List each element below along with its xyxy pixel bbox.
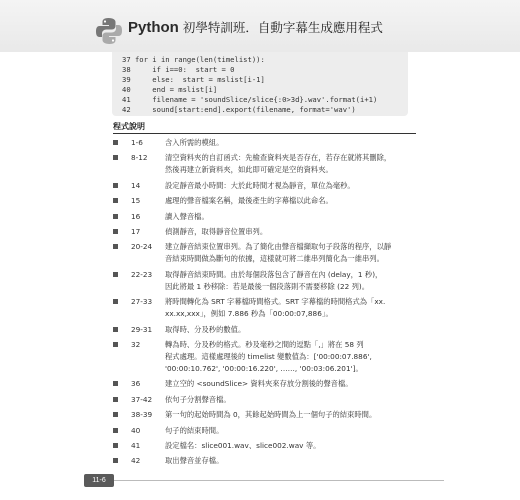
bullet-icon (113, 244, 118, 249)
description-line: 含入所需的模組。 (165, 138, 224, 147)
explanation-item (113, 152, 413, 176)
bullet-icon (113, 342, 118, 347)
line-number: 20-24 (131, 242, 153, 252)
python-logo-icon (94, 16, 124, 46)
explanation-item (113, 339, 413, 375)
explanation-item (113, 425, 413, 437)
bullet-icon (113, 428, 118, 433)
line-number: 32 (131, 340, 141, 349)
bullet-icon (113, 140, 118, 145)
explanation-item (113, 394, 413, 406)
line-number: 22-23 (131, 269, 153, 279)
line-description (165, 409, 415, 421)
line-number: 17 (131, 227, 141, 236)
description-line: 取出聲音並存檔。 (165, 456, 224, 466)
line-number: 38-39 (131, 410, 153, 420)
line-number: 40 (131, 425, 141, 435)
bullet-icon (113, 155, 118, 160)
line-number: 27-33 (131, 297, 153, 307)
code-line: 41 filename = 'soundSlice/slice{:0>3d}.wav'.format(i+1) (122, 95, 378, 104)
description-line: 因此將最 1 秒移除：若是最後一個段落則不需要移除 (22 列)。 (165, 281, 370, 291)
description-line: 音結束時間做為斷句的依據，這樣就可將二維串列簡化為一維串列。 (165, 254, 384, 264)
description-line: xx.xx,xxx」，例如 7.886 秒為「00:00:07,886」。 (165, 309, 333, 319)
line-description (165, 137, 415, 149)
description-line: 轉為時、分及秒的格式。秒及毫秒之間的逗點「,」將在 58 列 (165, 340, 364, 349)
description-line: 處理的聲音檔案名稱，最後產生的字幕檔以此命名。 (165, 196, 333, 206)
line-description (165, 241, 415, 265)
bullet-icon (113, 412, 118, 417)
bullet-icon (113, 229, 118, 234)
line-description (165, 440, 415, 452)
explanation-item (113, 378, 413, 390)
code-line: 40 end = mslist[i] (122, 85, 218, 94)
explanation-item (113, 195, 413, 207)
description-line: 然後再建立新資料夾，如此即可確定是空的資料夾。 (165, 165, 333, 175)
line-number: 36 (131, 379, 141, 389)
code-line: 39 else: start = mslist[i-1] (122, 75, 265, 84)
code-line: 42 sound[start:end].export(filename, format='wav') (122, 105, 356, 114)
line-description (165, 339, 415, 375)
footer-divider (114, 480, 444, 481)
code-line: 38 if i==0: start = 0 (122, 65, 235, 74)
line-description (165, 152, 415, 176)
explanation-item (113, 440, 413, 452)
bullet-icon (113, 198, 118, 203)
bullet-icon (113, 183, 118, 188)
description-line: 取得靜音結束時間。由於每個段落包含了靜音在內 (delay，1 秒)， (165, 269, 383, 279)
bullet-icon (113, 272, 118, 277)
explanation-item (113, 296, 413, 320)
description-line: 程式處理。這樣處理後的 timelist 變數值為：['00:00:07.886', (165, 352, 372, 361)
description-line: 句子的結束時間。 (165, 425, 224, 435)
section-title: 程式說明 (113, 122, 145, 131)
line-number: 14 (131, 180, 141, 190)
line-description (165, 211, 415, 223)
bullet-icon (113, 443, 118, 448)
line-description (165, 226, 415, 238)
line-description (165, 324, 415, 336)
explanation-item (113, 269, 413, 293)
bullet-icon (113, 214, 118, 219)
line-number: 29-31 (131, 324, 153, 334)
bullet-icon (113, 397, 118, 402)
bullet-icon (113, 299, 118, 304)
description-line: '00:00:10.762', '00:00:16.220', ……, '00:03:06.201']。 (165, 364, 363, 373)
brand-text: Python (128, 19, 179, 36)
explanation-item (113, 409, 413, 421)
page-number: 11-6 (84, 474, 114, 487)
line-description (165, 296, 415, 320)
description-line: 依句子分割聲音檔。 (165, 394, 231, 404)
line-description (165, 425, 415, 437)
line-description (165, 180, 415, 192)
explanation-item (113, 211, 413, 223)
description-line: 設定檔名：slice001.wav、slice002.wav 等。 (165, 441, 321, 450)
description-line: 取得時、分及秒的數值。 (165, 324, 246, 334)
bullet-icon (113, 327, 118, 332)
line-description (165, 269, 415, 293)
line-number: 41 (131, 441, 141, 450)
description-line: 偵測靜音，取得靜音位置串列。 (165, 227, 268, 236)
section-divider (113, 133, 416, 134)
line-description (165, 455, 415, 467)
bullet-icon (113, 381, 118, 386)
bullet-icon (113, 458, 118, 463)
code-line: 37 for i in range(len(timelist)): (122, 55, 265, 64)
line-number: 37-42 (131, 394, 153, 404)
description-line: 讀入聲音檔。 (165, 211, 209, 221)
explanation-item (113, 241, 413, 265)
explanation-item (113, 137, 413, 149)
explanation-item (113, 180, 413, 192)
description-line: 第一句的起始時間為 0，其餘起始時間為上一個句子的結束時間。 (165, 410, 377, 420)
book-title: 初學特訓班．自動字幕生成應用程式 (182, 20, 383, 35)
description-line: 將時間轉化為 SRT 字幕檔時間格式。SRT 字幕檔的時間格式為「xx. (165, 297, 386, 307)
line-number: 15 (131, 196, 141, 206)
line-number: 42 (131, 456, 141, 466)
page-title (128, 18, 383, 36)
line-number: 16 (131, 211, 141, 221)
line-description (165, 394, 415, 406)
line-description (165, 195, 415, 207)
description-line: 建立靜音結束位置串列。為了簡化由聲音檔擷取句子段落的程序，以靜 (165, 242, 392, 252)
line-number: 8-12 (131, 153, 148, 163)
description-line: 設定靜音最小時間：大於此時間才視為靜音，單位為毫秒。 (165, 180, 355, 190)
explanation-item (113, 324, 413, 336)
description-line: 清空資料夾的自訂函式：先檢查資料夾是否存在，若存在就將其刪除， (165, 153, 392, 163)
line-description (165, 378, 415, 390)
explanation-item (113, 455, 413, 467)
explanation-item (113, 226, 413, 238)
description-line: 建立空的 <soundSlice> 資料夾來存放分割後的聲音檔。 (165, 379, 353, 389)
line-number: 1-6 (131, 138, 143, 147)
